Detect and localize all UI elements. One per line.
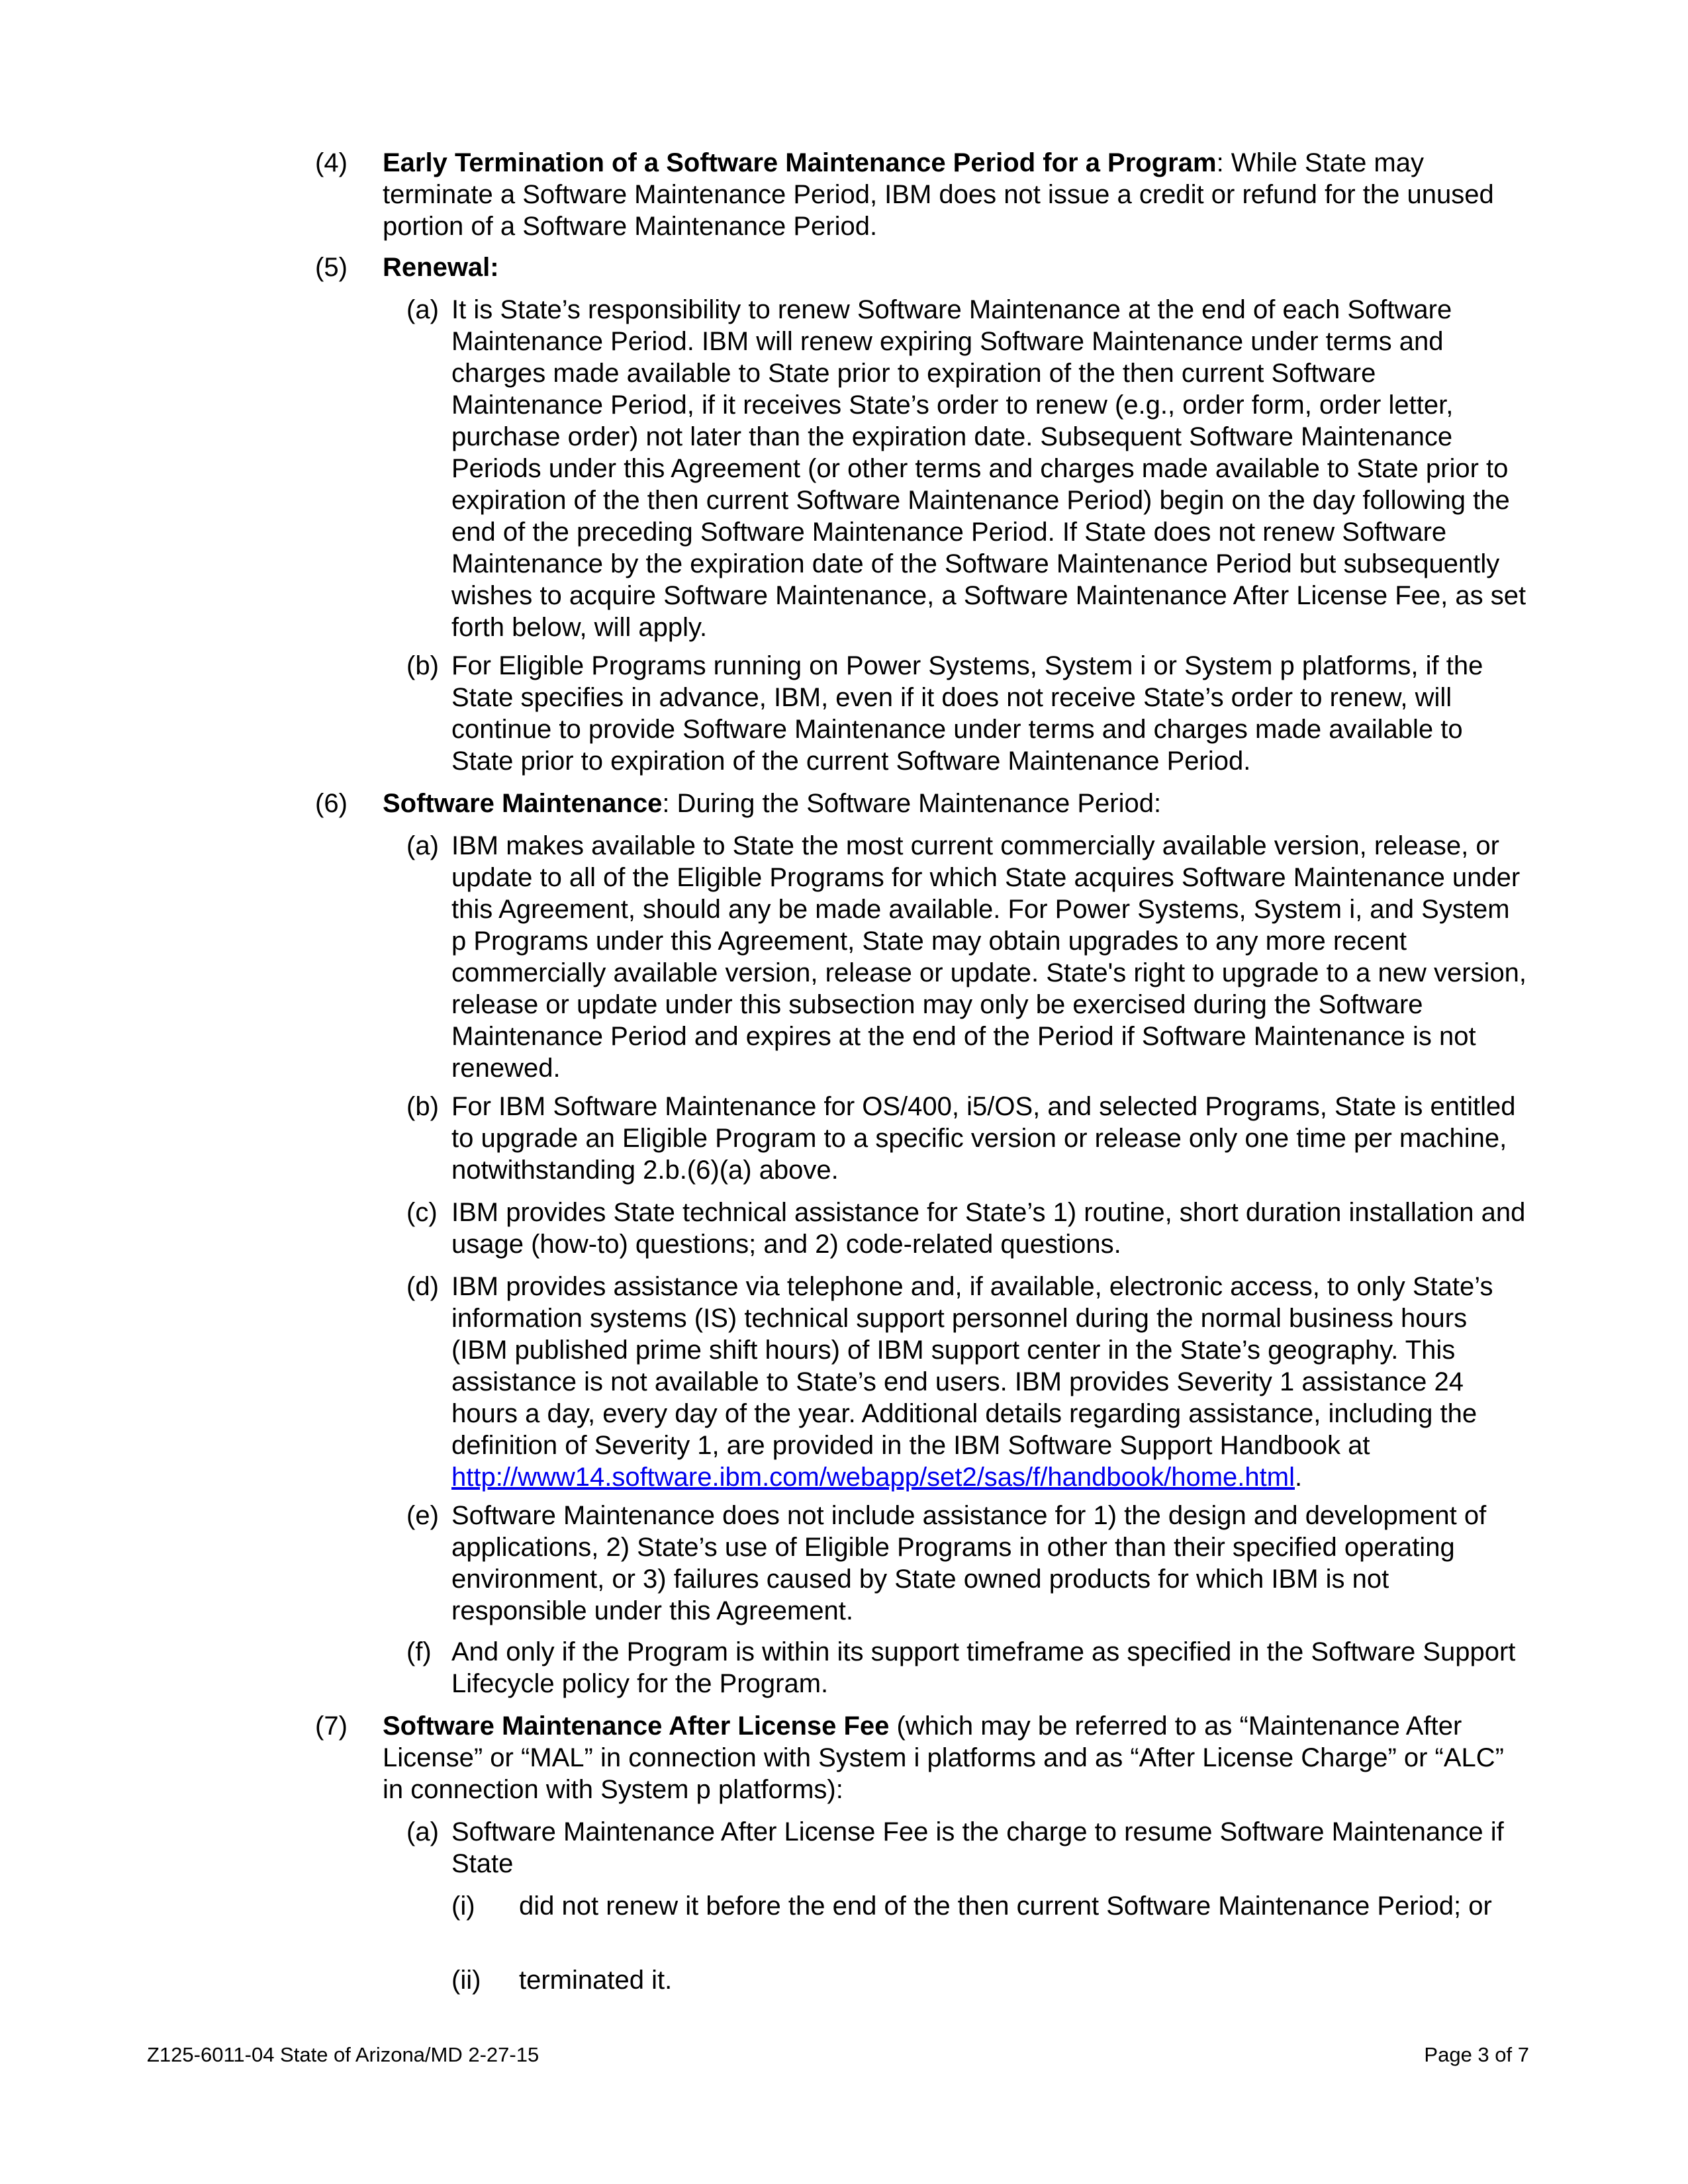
footer-page-number: Page 3 of 7 (1424, 2043, 1529, 2066)
section-6-body: : During the Software Maintenance Period: (662, 789, 1162, 818)
section-6-heading: Software Maintenance (383, 789, 663, 818)
section-5-heading-text: Renewal: (383, 253, 499, 282)
footer-document-id: Z125-6011-04 State of Arizona/MD 2-27-15 (147, 2043, 539, 2066)
section-6f-label: (f) (406, 1637, 432, 1666)
section-6d-period: . (1294, 1463, 1303, 1492)
section-6-number: (6) (315, 789, 348, 818)
section-4-text (383, 147, 1528, 242)
section-7-body: (which may be referred to as “Maintenance After License” or “MAL” in connection with System i platforms and as “After License Charge” or “ALC” in connection with System p platforms): (383, 1711, 1505, 1804)
section-7-text (383, 1710, 1528, 1805)
section-6d-label: (d) (406, 1272, 439, 1301)
handbook-link[interactable]: http://www14.software.ibm.com/webapp/set2/sas/f/handbook/home.html (451, 1463, 1295, 1492)
section-6c-text: IBM provides State technical assistance for State’s 1) routine, short duration installation and usage (how-to) questions; and 2) code-related questions. (451, 1198, 1526, 1259)
section-6a-label: (a) (406, 831, 439, 860)
section-6b-label: (b) (406, 1092, 439, 1121)
section-6c-label: (c) (406, 1198, 438, 1227)
section-7a-ii-text: terminated it. (519, 1966, 673, 1995)
section-5-number: (5) (315, 253, 348, 282)
section-6-text (383, 788, 1528, 819)
section-5a-text: It is State’s responsibility to renew Software Maintenance at the end of each Software Maintenance Period. IBM will renew expiring Software Maintenance under terms and charges made available to State prior to expiration of the then current Software Maintenance Period, if it receives State’s order to renew (e.g., order form, order letter, purchase order) not later than the expiration date. Subsequent Software Maintenance Periods under this Agreement (or other terms and charges made available to State prior to expiration of the then current Software Maintenance Period) begin on the day following the end of the preceding Software Maintenance Period. If State does not renew Software Maintenance by the expiration date of the Software Maintenance Period but subsequently wishes to acquire Software Maintenance, a Software Maintenance After License Fee, as set forth below, will apply. (451, 295, 1526, 642)
section-6d-text (451, 1271, 1528, 1493)
section-5a-label: (a) (406, 295, 439, 324)
section-7a-text: Software Maintenance After License Fee is the charge to resume Software Maintenance if State (451, 1817, 1504, 1878)
section-6f-text: And only if the Program is within its support timeframe as specified in the Software Support Lifecycle policy for the Program. (451, 1637, 1516, 1698)
section-7a-i-label: (i) (451, 1891, 475, 1921)
section-5b-label: (b) (406, 651, 439, 680)
section-7a-i-text: did not renew it before the end of the then current Software Maintenance Period; or (519, 1891, 1492, 1921)
section-6e-label: (e) (406, 1501, 439, 1530)
section-7a-ii-label: (ii) (451, 1966, 481, 1995)
section-6e-text: Software Maintenance does not include assistance for 1) the design and development of applications, 2) State’s use of Eligible Programs in other than their specified operating environment, or 3) failures caused by State owned products for which IBM is not responsible under this Agreement. (451, 1501, 1487, 1625)
section-7a-label: (a) (406, 1817, 439, 1846)
section-4-heading: Early Termination of a Software Maintenance Period for a Program (383, 148, 1217, 177)
section-6d-body: IBM provides assistance via telephone and, if available, electronic access, to only State’s information systems (IS) technical support personnel during the normal business hours (IBM published prime shift hours) of IBM support center in the State’s geography. This assistance is not available to State’s end users. IBM provides Severity 1 assistance 24 hours a day, every day of the year. Additional details regarding assistance, including the definition of Severity 1, are provided in the IBM Software Support Handbook at (451, 1272, 1493, 1460)
section-4-body: : While State may terminate a Software Maintenance Period, IBM does not issue a credit or refund for the unused portion of a Software Maintenance Period. (383, 148, 1494, 241)
section-6b-text: For IBM Software Maintenance for OS/400, i5/OS, and selected Programs, State is entitled to upgrade an Eligible Program to a specific version or release only one time per machine, notwithstanding 2.b.(6)(a) above. (451, 1092, 1516, 1185)
section-6a-text: IBM makes available to State the most current commercially available version, release, or update to all of the Eligible Programs for which State acquires Software Maintenance under this Agreement, should any be made available. For Power Systems, System i, and System p Programs under this Agreement, State may obtain upgrades to any more recent commercially available version, release or update. State's right to upgrade to a new version, release or update under this subsection may only be exercised during the Software Maintenance Period and expires at the end of the Period if Software Maintenance is not renewed. (451, 831, 1527, 1083)
section-5-heading (383, 251, 1528, 283)
section-4-number: (4) (315, 148, 348, 177)
section-5b-text: For Eligible Programs running on Power Systems, System i or System p platforms, if the State specifies in advance, IBM, even if it does not receive State’s order to renew, will continue to provide Software Maintenance under terms and charges made available to State prior to expiration of the current Software Maintenance Period. (451, 651, 1483, 776)
section-7-heading: Software Maintenance After License Fee (383, 1711, 890, 1741)
section-7-number: (7) (315, 1711, 348, 1741)
